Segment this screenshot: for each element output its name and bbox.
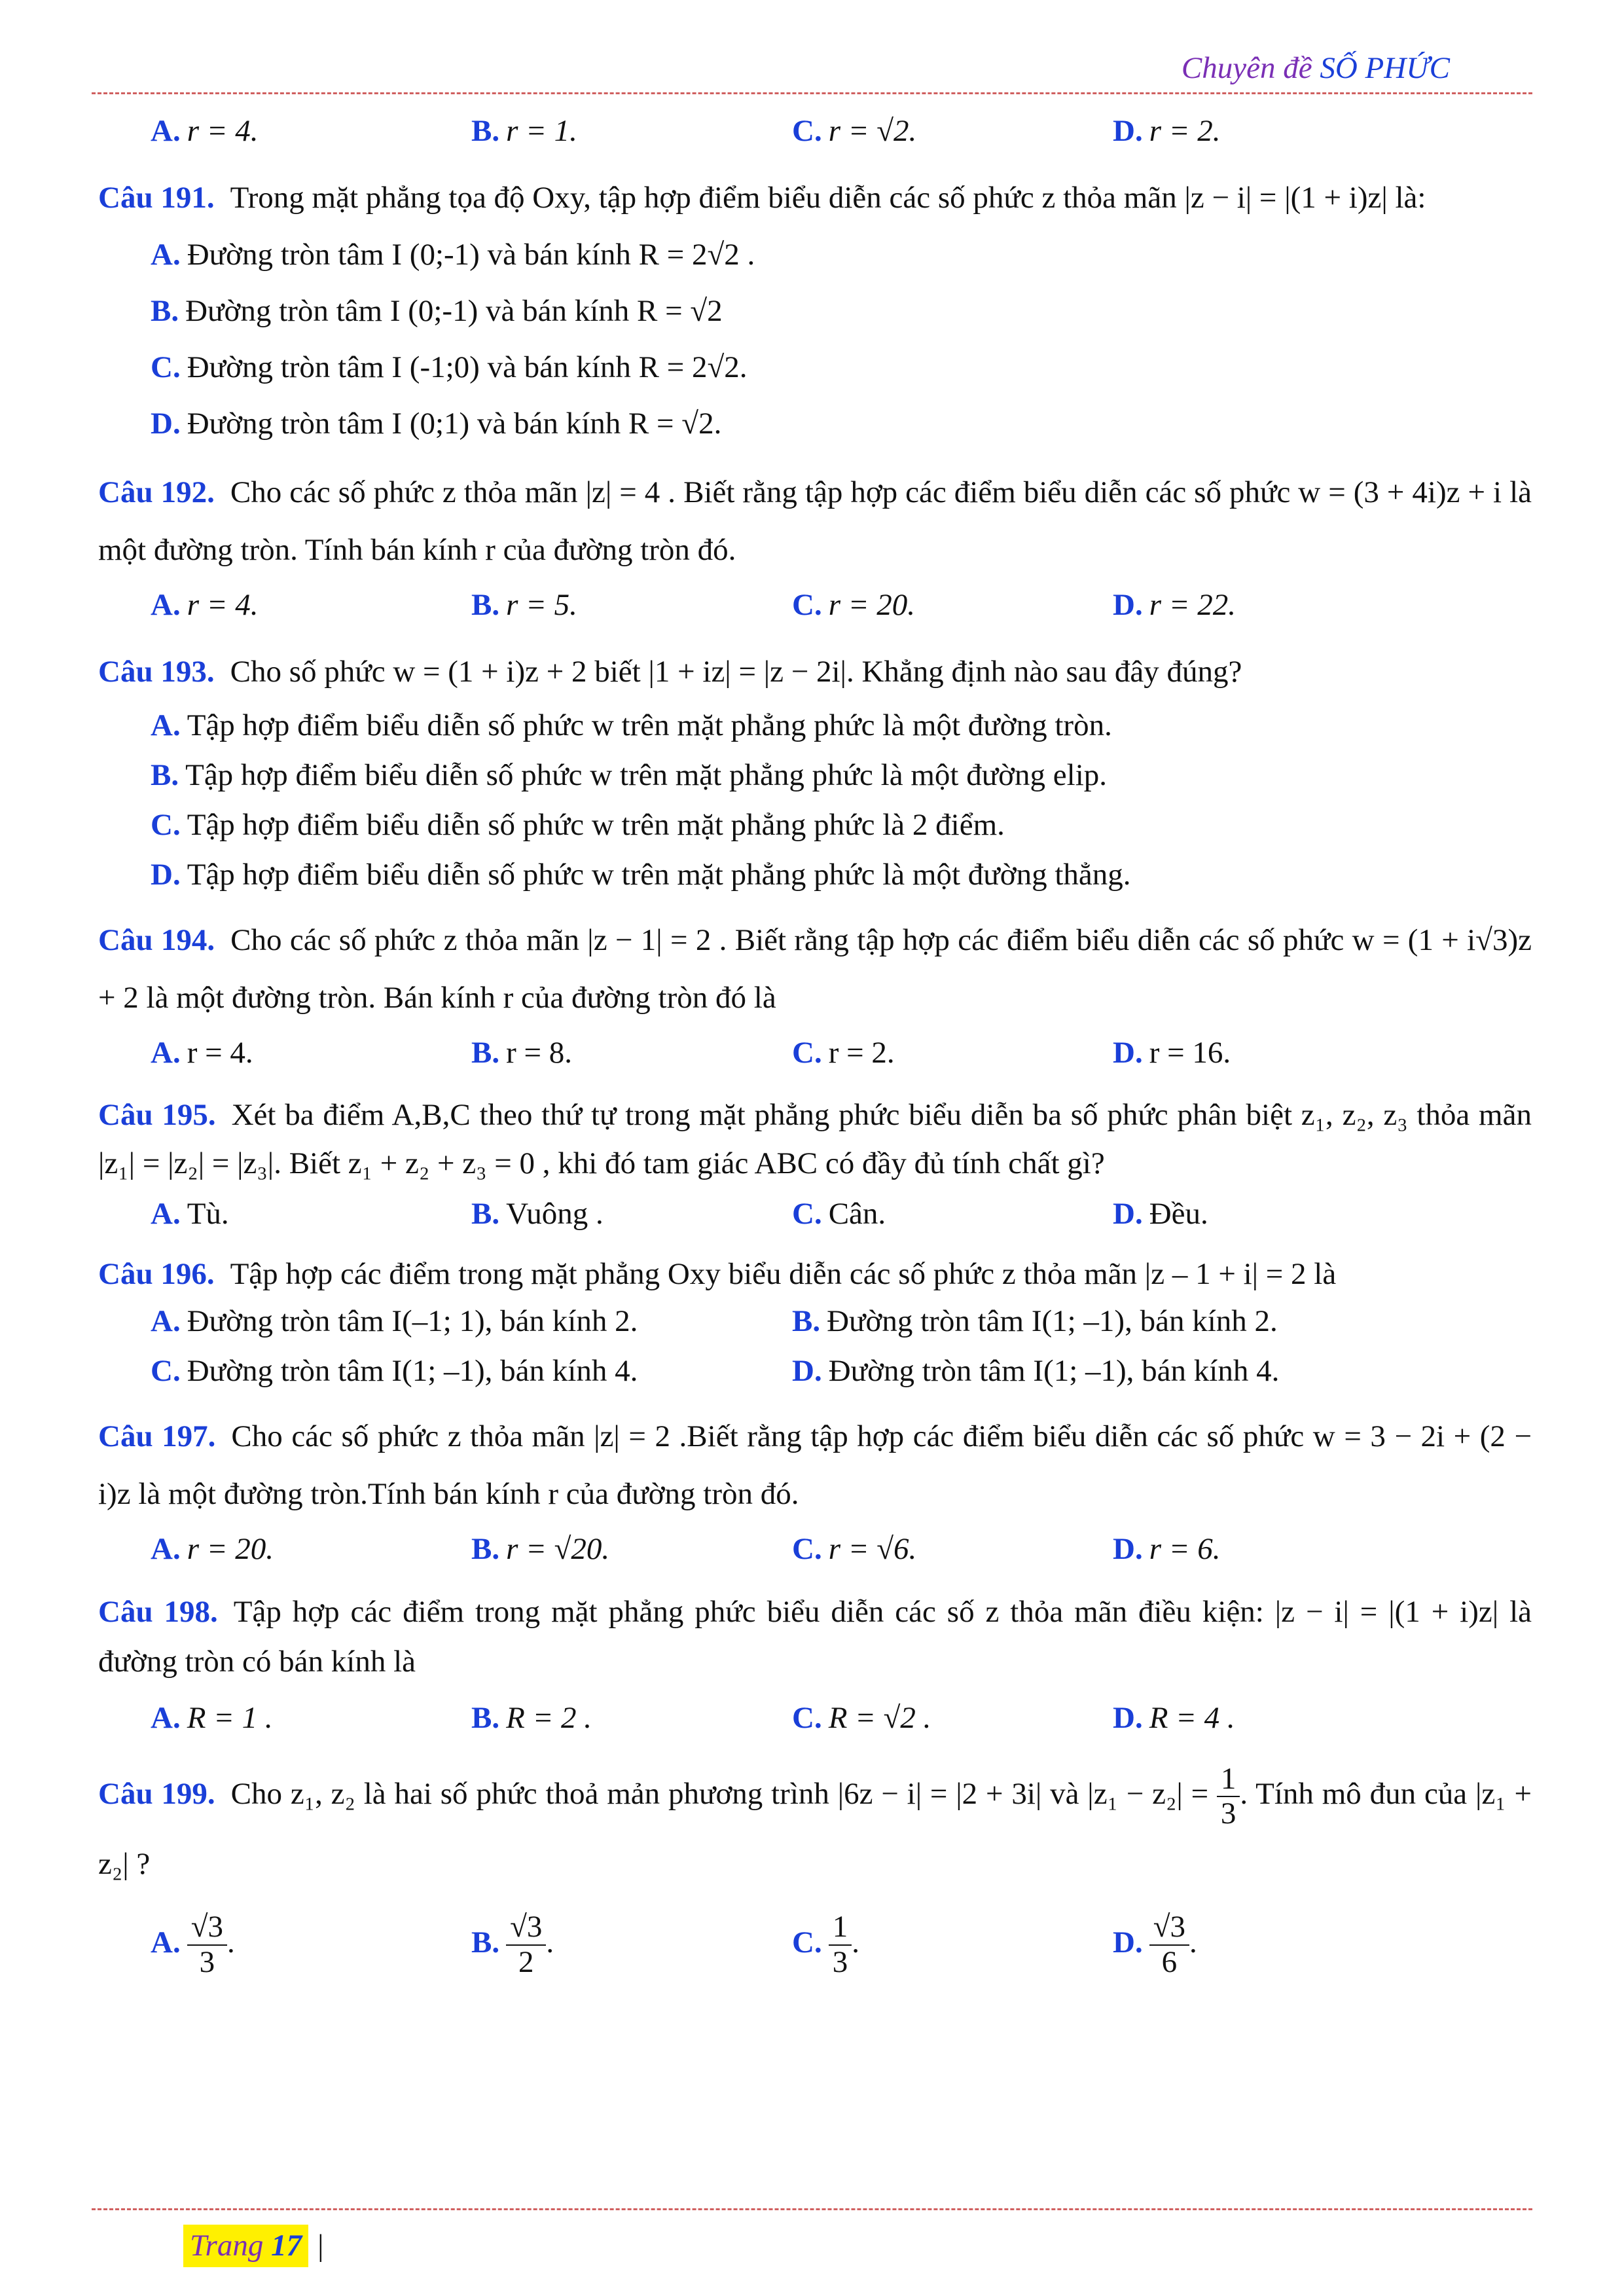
option-d[interactable]: D. $\frac{√3}{6}$ . <box>1113 1910 1197 1980</box>
option-d[interactable]: D. r = 22. <box>1113 588 1236 622</box>
question-191 <box>98 169 1532 452</box>
question-198 <box>98 1587 1532 1749</box>
page-number-box: Trang 17 <box>183 2225 308 2267</box>
question-list <box>98 105 1532 2000</box>
option-b[interactable]: B. Vuông . <box>471 1197 604 1231</box>
question-199 <box>98 1761 1532 1988</box>
option-fraction: $\frac{√3}{2}$ <box>506 1910 546 1979</box>
option-a[interactable]: A. Tù. <box>151 1197 229 1231</box>
option-c[interactable]: C. Cân. <box>792 1197 886 1231</box>
header-divider <box>92 92 1532 94</box>
option-a[interactable]: A. $\frac{√3}{3}$ . <box>151 1910 235 1980</box>
option-a[interactable]: A. R = 1 . <box>151 1701 273 1735</box>
option-c[interactable]: C. R = √2 . <box>792 1701 931 1735</box>
question-stem: Câu 195. Xét ba điểm A,B,C theo thứ tự trong mặt phẳng phức biểu diễn ba số phức phân biệt z₁, z₂, z₃ thỏa mãn |z₁| = |z₂| = |z₃|. Biết z₁ + z₂ + z₃ = 0 , khi đó tam giác ABC có đầy đủ tính chất gì? <box>98 1098 1532 1180</box>
stem-fraction: $\frac{1}{3}$ <box>1217 1762 1240 1831</box>
question-192 <box>98 464 1532 631</box>
option-d[interactable]: D. R = 4 . <box>1113 1701 1235 1735</box>
option-b[interactable]: B. Đường tròn tâm I(1; –1), bán kính 2. <box>792 1304 1278 1338</box>
option-a[interactable]: A. r = 4. <box>151 114 259 148</box>
option-a[interactable]: A. Đường tròn tâm I (0;-1) và bán kính R = 2√2 . <box>151 238 755 272</box>
option-b[interactable]: B. r = 5. <box>471 588 577 622</box>
option-b[interactable]: B. R = 2 . <box>471 1701 592 1735</box>
option-d[interactable]: D. Tập hợp điểm biểu diễn số phức w trên mặt phẳng phức là một đường thẳng. <box>151 858 1131 892</box>
question-label: Câu 199. <box>98 1777 215 1811</box>
question-stem: Câu 196. Tập hợp các điểm trong mặt phẳng Oxy biểu diễn các số phức z thỏa mãn |z – 1 + i| = 2 là <box>98 1257 1337 1291</box>
option-a[interactable]: A. Tập hợp điểm biểu diễn số phức w trên mặt phẳng phức là một đường tròn. <box>151 708 1112 742</box>
option-d[interactable]: D. r = 2. <box>1113 114 1221 148</box>
option-d[interactable]: D. Đều. <box>1113 1197 1208 1231</box>
option-c[interactable]: C. $\frac{1}{3}$ . <box>792 1910 859 1980</box>
option-c[interactable]: C. r = 2. <box>792 1036 895 1070</box>
question-196 <box>98 1252 1532 1396</box>
option-d[interactable]: D. r = 16. <box>1113 1036 1231 1070</box>
page-number: 17 <box>271 2229 302 2263</box>
option-c[interactable]: C. Đường tròn tâm I(1; –1), bán kính 4. <box>151 1354 638 1388</box>
option-a[interactable]: A. r = 20. <box>151 1532 274 1566</box>
option-a[interactable]: A. r = 4. <box>151 588 259 622</box>
question-label: Câu 197. <box>98 1419 216 1453</box>
footer-divider <box>92 2208 1532 2210</box>
header-prefix: Chuyên đề <box>1181 51 1320 85</box>
option-c[interactable]: C. r = √6. <box>792 1532 917 1566</box>
question-stem: Câu 197. Cho các số phức z thỏa mãn |z| = 2 .Biết rằng tập hợp các điểm biểu diễn các số phức w = 3 − 2i + (2 − i)z là một đường tròn.Tính bán kính r của đường tròn đó. <box>98 1419 1532 1511</box>
question-stem: Câu 198. Tập hợp các điểm trong mặt phẳng phức biểu diễn các số z thỏa mãn điều kiện: |z − i| = |(1 + i)z| là đường tròn có bán kính là <box>98 1595 1532 1679</box>
question-195 <box>98 1091 1532 1240</box>
question-label: Câu 196. <box>98 1257 215 1291</box>
question-stem: Câu 199. Cho z₁, z₂ là hai số phức thoả mản phương trình |6z − i| = |2 + 3i| và |z₁ − z₂| = $\frac{1}{3}$ . Tính mô đun của |z₁ + z₂| ? <box>98 1761 1532 1881</box>
option-fraction: $\frac{√3}{6}$ <box>1149 1910 1189 1979</box>
question-label: Câu 194. <box>98 923 215 957</box>
question-197 <box>98 1408 1532 1575</box>
option-b[interactable]: B. r = 8. <box>471 1036 573 1070</box>
question-190-options <box>98 105 1532 157</box>
option-c[interactable]: C. Tập hợp điểm biểu diễn số phức w trên mặt phẳng phức là 2 điểm. <box>151 808 1005 842</box>
page-header <box>1182 48 1450 88</box>
option-fraction: $\frac{1}{3}$ <box>829 1910 852 1979</box>
option-a[interactable]: A. r = 4. <box>151 1036 253 1070</box>
question-label: Câu 193. <box>98 655 215 689</box>
question-193 <box>98 643 1532 900</box>
option-a[interactable]: A. Đường tròn tâm I(–1; 1), bán kính 2. <box>151 1304 638 1338</box>
option-b[interactable]: B. Đường tròn tâm I (0;-1) và bán kính R = √2 <box>151 294 723 328</box>
option-fraction: $\frac{√3}{3}$ <box>187 1910 227 1979</box>
question-stem: Câu 193. Cho số phức w = (1 + i)z + 2 biết |1 + iz| = |z − 2i|. Khẳng định nào sau đây đúng? <box>98 655 1242 689</box>
option-b[interactable]: B. Tập hợp điểm biểu diễn số phức w trên mặt phẳng phức là một đường elip. <box>151 758 1107 792</box>
question-stem: Câu 191. Trong mặt phẳng tọa độ Oxy, tập hợp điểm biểu diễn các số phức z thỏa mãn |z − i| = |(1 + i)z| là: <box>98 181 1426 215</box>
option-b[interactable]: B. r = 1. <box>471 114 577 148</box>
question-stem: Câu 192. Cho các số phức z thỏa mãn |z| = 4 . Biết rằng tập hợp các điểm biểu diễn các số phức w = (3 + 4i)z + i là một đường tròn. Tính bán kính r của đường tròn đó. <box>98 475 1532 567</box>
question-194 <box>98 911 1532 1079</box>
option-d[interactable]: D. Đường tròn tâm I (0;1) và bán kính R = √2. <box>151 407 722 441</box>
option-c[interactable]: C. r = √2. <box>792 114 917 148</box>
page-footer: Trang 17 | <box>183 2225 324 2267</box>
question-label: Câu 195. <box>98 1098 216 1132</box>
option-c[interactable]: C. Đường tròn tâm I (-1;0) và bán kính R = 2√2. <box>151 350 748 384</box>
option-d[interactable]: D. Đường tròn tâm I(1; –1), bán kính 4. <box>792 1354 1280 1388</box>
question-label: Câu 191. <box>98 181 215 215</box>
option-d[interactable]: D. r = 6. <box>1113 1532 1221 1566</box>
question-label: Câu 198. <box>98 1595 218 1629</box>
option-c[interactable]: C. r = 20. <box>792 588 915 622</box>
option-b[interactable]: B. $\frac{√3}{2}$ . <box>471 1910 554 1980</box>
option-b[interactable]: B. r = √20. <box>471 1532 610 1566</box>
question-label: Câu 192. <box>98 475 215 509</box>
header-title: SỐ PHỨC <box>1320 51 1450 85</box>
question-stem: Câu 194. Cho các số phức z thỏa mãn |z − 1| = 2 . Biết rằng tập hợp các điểm biểu diễn các số phức w = (1 + i√3)z + 2 là một đường tròn. Bán kính r của đường tròn đó là <box>98 923 1532 1015</box>
